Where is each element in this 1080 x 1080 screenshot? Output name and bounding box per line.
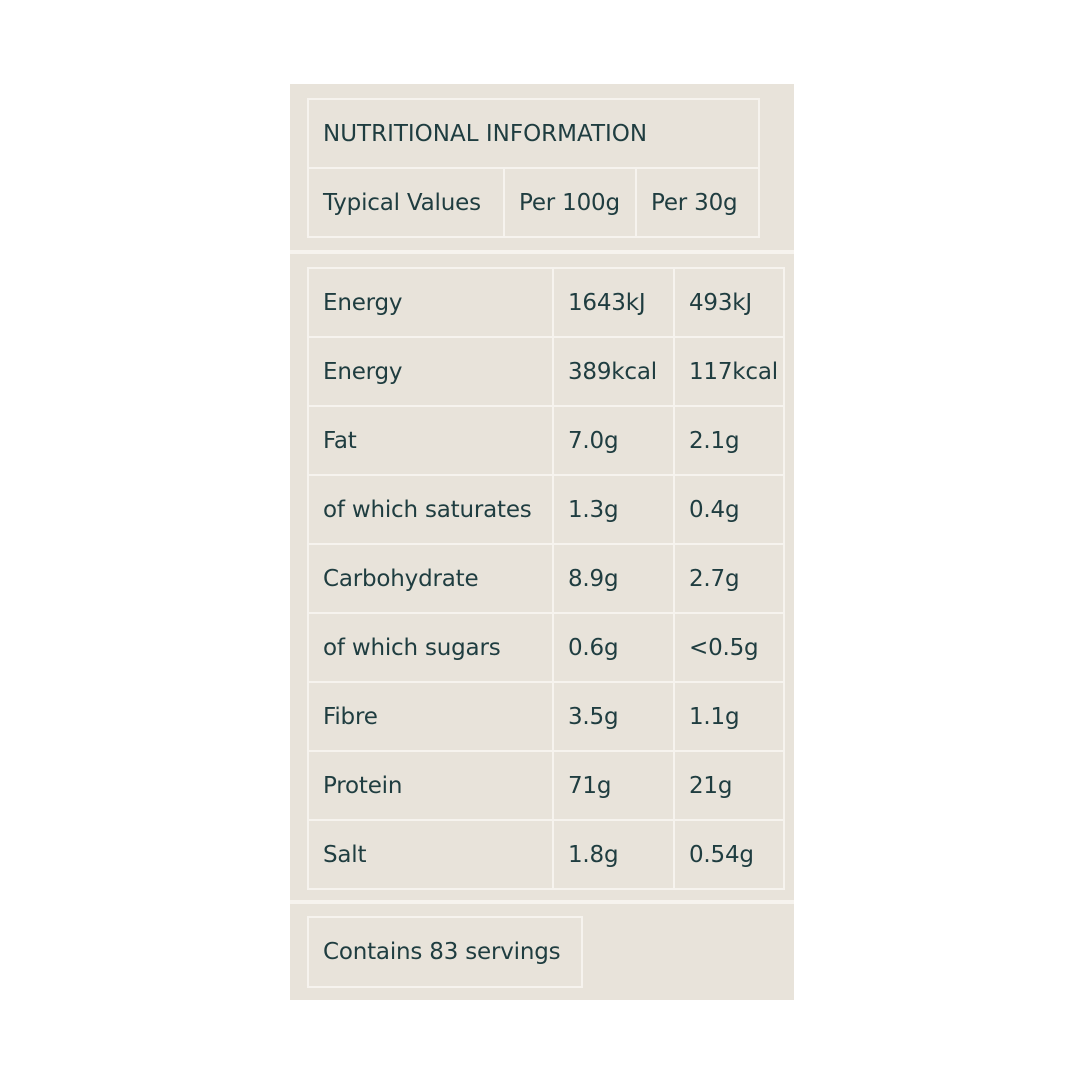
nutrient-rows bbox=[308, 268, 784, 889]
table-row bbox=[308, 613, 784, 682]
value-per-30g: 0.4g bbox=[674, 475, 784, 544]
table-row bbox=[308, 682, 784, 751]
column-header-typical-values: Typical Values bbox=[308, 168, 504, 237]
value-per-100g: 1643kJ bbox=[553, 268, 674, 337]
value-per-30g: 1.1g bbox=[674, 682, 784, 751]
servings-text: Contains 83 servings bbox=[308, 917, 582, 987]
table-row bbox=[308, 337, 784, 406]
column-header-per-100g: Per 100g bbox=[504, 168, 636, 237]
column-header-per-30g: Per 30g bbox=[636, 168, 759, 237]
nutrient-table bbox=[307, 267, 785, 890]
section-divider bbox=[290, 900, 794, 904]
table-row bbox=[308, 820, 784, 889]
section-divider bbox=[290, 250, 794, 254]
value-per-100g: 1.8g bbox=[553, 820, 674, 889]
nutrient-name: Protein bbox=[308, 751, 553, 820]
value-per-100g: 0.6g bbox=[553, 613, 674, 682]
nutrient-name: Carbohydrate bbox=[308, 544, 553, 613]
nutrient-name: Salt bbox=[308, 820, 553, 889]
nutrition-panel bbox=[290, 84, 794, 1000]
nutrient-name: Energy bbox=[308, 268, 553, 337]
table-row bbox=[308, 406, 784, 475]
servings-row bbox=[308, 917, 582, 987]
table-row bbox=[308, 268, 784, 337]
nutrient-name: of which sugars bbox=[308, 613, 553, 682]
column-header-row bbox=[308, 168, 759, 237]
table-row bbox=[308, 475, 784, 544]
nutrient-name: of which saturates bbox=[308, 475, 553, 544]
footer-table bbox=[307, 916, 583, 988]
header-table bbox=[307, 98, 760, 238]
value-per-100g: 3.5g bbox=[553, 682, 674, 751]
value-per-30g: 117kcal bbox=[674, 337, 784, 406]
nutrient-name: Fibre bbox=[308, 682, 553, 751]
title-row bbox=[308, 99, 759, 168]
value-per-100g: 389kcal bbox=[553, 337, 674, 406]
value-per-30g: 2.7g bbox=[674, 544, 784, 613]
table-row bbox=[308, 544, 784, 613]
value-per-30g: 2.1g bbox=[674, 406, 784, 475]
nutrient-name: Energy bbox=[308, 337, 553, 406]
value-per-30g: 493kJ bbox=[674, 268, 784, 337]
value-per-100g: 8.9g bbox=[553, 544, 674, 613]
value-per-100g: 7.0g bbox=[553, 406, 674, 475]
nutrient-name: Fat bbox=[308, 406, 553, 475]
value-per-30g: <0.5g bbox=[674, 613, 784, 682]
value-per-30g: 0.54g bbox=[674, 820, 784, 889]
value-per-100g: 71g bbox=[553, 751, 674, 820]
table-row bbox=[308, 751, 784, 820]
value-per-100g: 1.3g bbox=[553, 475, 674, 544]
value-per-30g: 21g bbox=[674, 751, 784, 820]
table-title: NUTRITIONAL INFORMATION bbox=[308, 99, 759, 168]
